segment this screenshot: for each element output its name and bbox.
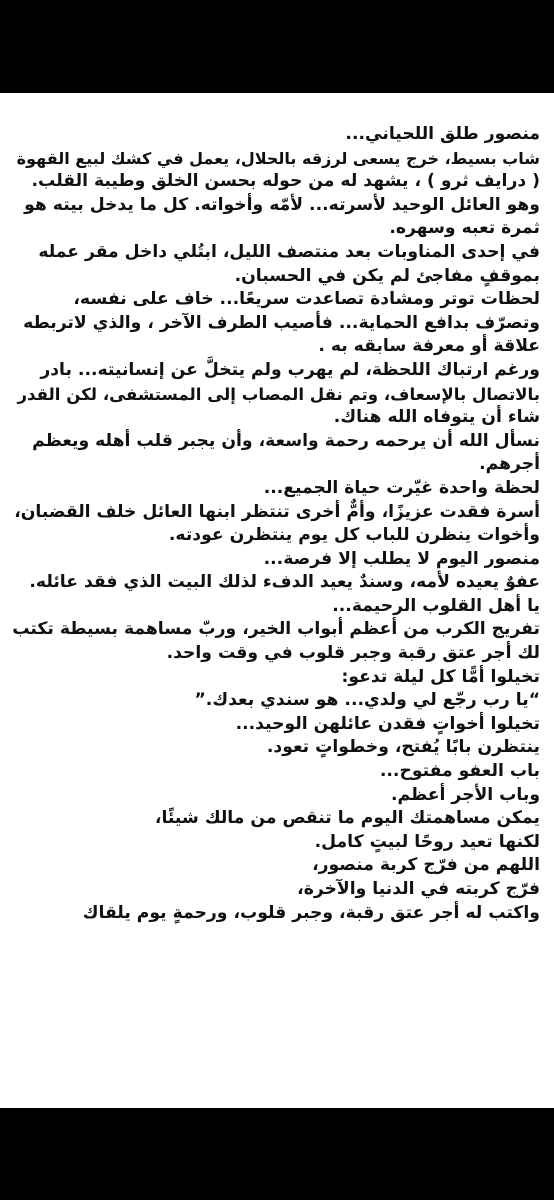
text-line: لكنها تعيد روحًا لبيتٍ كامل. <box>314 831 540 852</box>
text-line: عفوٌ يعيده لأمه، وسندٌ يعيد الدفء لذلك البيت الذي فقد عائله. <box>29 572 540 593</box>
text-line: منصور طلق اللحياني... <box>345 124 540 144</box>
text-line: تفريج الكرب من أعظم أبواب الخير، وربّ مساهمة بسيطة تكتب <box>12 619 540 640</box>
text-line: “يا رب رجّع لي ولدي... هو سندي بعدك.” <box>194 690 540 711</box>
text-line: شاء أن يتوفاه الله هناك. <box>333 407 540 428</box>
text-line: ثمرة تعبه وسهره. <box>389 218 540 239</box>
text-line: وهو العائل الوحيد لأسرته... لأمّه وأخواته. كل ما يدخل بيته هو <box>24 194 540 215</box>
text-line: باب العفو مفتوح... <box>379 761 540 782</box>
text-line: منصور اليوم لا يطلب إلا فرصة... <box>263 548 540 569</box>
text-line: لحظة واحدة غيّرت حياة الجميع... <box>263 477 540 498</box>
text-line: وتصرّف بدافع الحماية... فأصيب الطرف الآخر ، والذي لاتربطه <box>23 312 540 333</box>
text-line: بالاتصال بالإسعاف، وتم نقل المصاب إلى المستشفى، لكن القدر <box>17 384 540 404</box>
document-text <box>12 123 540 925</box>
text-line: يمكن مساهمتك اليوم ما تنقص من مالك شيئًا، <box>154 808 540 829</box>
text-line: نسأل الله أن يرحمه رحمة واسعة، وأن يجبر قلب أهله ويعظم <box>32 430 540 451</box>
text-line: وباب الأجر أعظم. <box>391 784 540 805</box>
text-line: لحظات توتر ومشادة تصاعدت سريعًا... خاف على نفسه، <box>73 289 540 310</box>
text-line: أجرهم. <box>479 454 540 475</box>
text-line: اللهم من فرّج كربة منصور، <box>312 855 540 876</box>
text-line: واكتب له أجر عتق رقبة، وجبر قلوب، ورحمةٍ يوم يلقاك <box>82 902 540 923</box>
text-line: ورغم ارتباك اللحظة، لم يهرب ولم يتخلَّ عن إنسانيته... بادر <box>40 359 540 380</box>
text-line: في إحدى المناوبات بعد منتصف الليل، ابتُلي داخل مقر عمله <box>38 241 540 262</box>
bottom-black-bar <box>0 1108 554 1200</box>
text-line: بموقفٍ مفاجئ لم يكن في الحسبان. <box>234 265 540 286</box>
text-line: أسرة فقدت عزيزًا، وأمٌّ أخرى تنتظر ابنها العائل خلف القضبان، <box>14 501 540 522</box>
text-line: شاب بسيط، خرج يسعى لرزقه بالحلال، يعمل في كشك لبيع القهوة <box>16 148 540 168</box>
text-line: تخيلوا أمًّا كل ليلة تدعو: <box>341 666 540 687</box>
text-line: فرّج كربته في الدنيا والآخرة، <box>297 879 540 899</box>
text-line: وأخوات ينظرن للباب كل يوم ينتظرن عودته. <box>168 525 540 546</box>
top-black-bar <box>0 0 554 93</box>
text-line: يا أهل القلوب الرحيمة... <box>332 595 540 616</box>
text-line: ( درايف ثرو ) ، يشهد له من حوله بحسن الخلق وطيبة القلب. <box>31 171 540 192</box>
text-line: لك أجر عتق رقبة وجبر قلوب في وقت واحد. <box>166 643 540 664</box>
text-line: تخيلوا أخواتٍ فقدن عائلهن الوحيد... <box>235 713 540 734</box>
document-page <box>0 93 554 1108</box>
text-line: ينتظرن بابًا يُفتح، وخطواتٍ تعود. <box>266 737 540 758</box>
text-line: علاقة أو معرفة سابقه به . <box>318 336 540 357</box>
